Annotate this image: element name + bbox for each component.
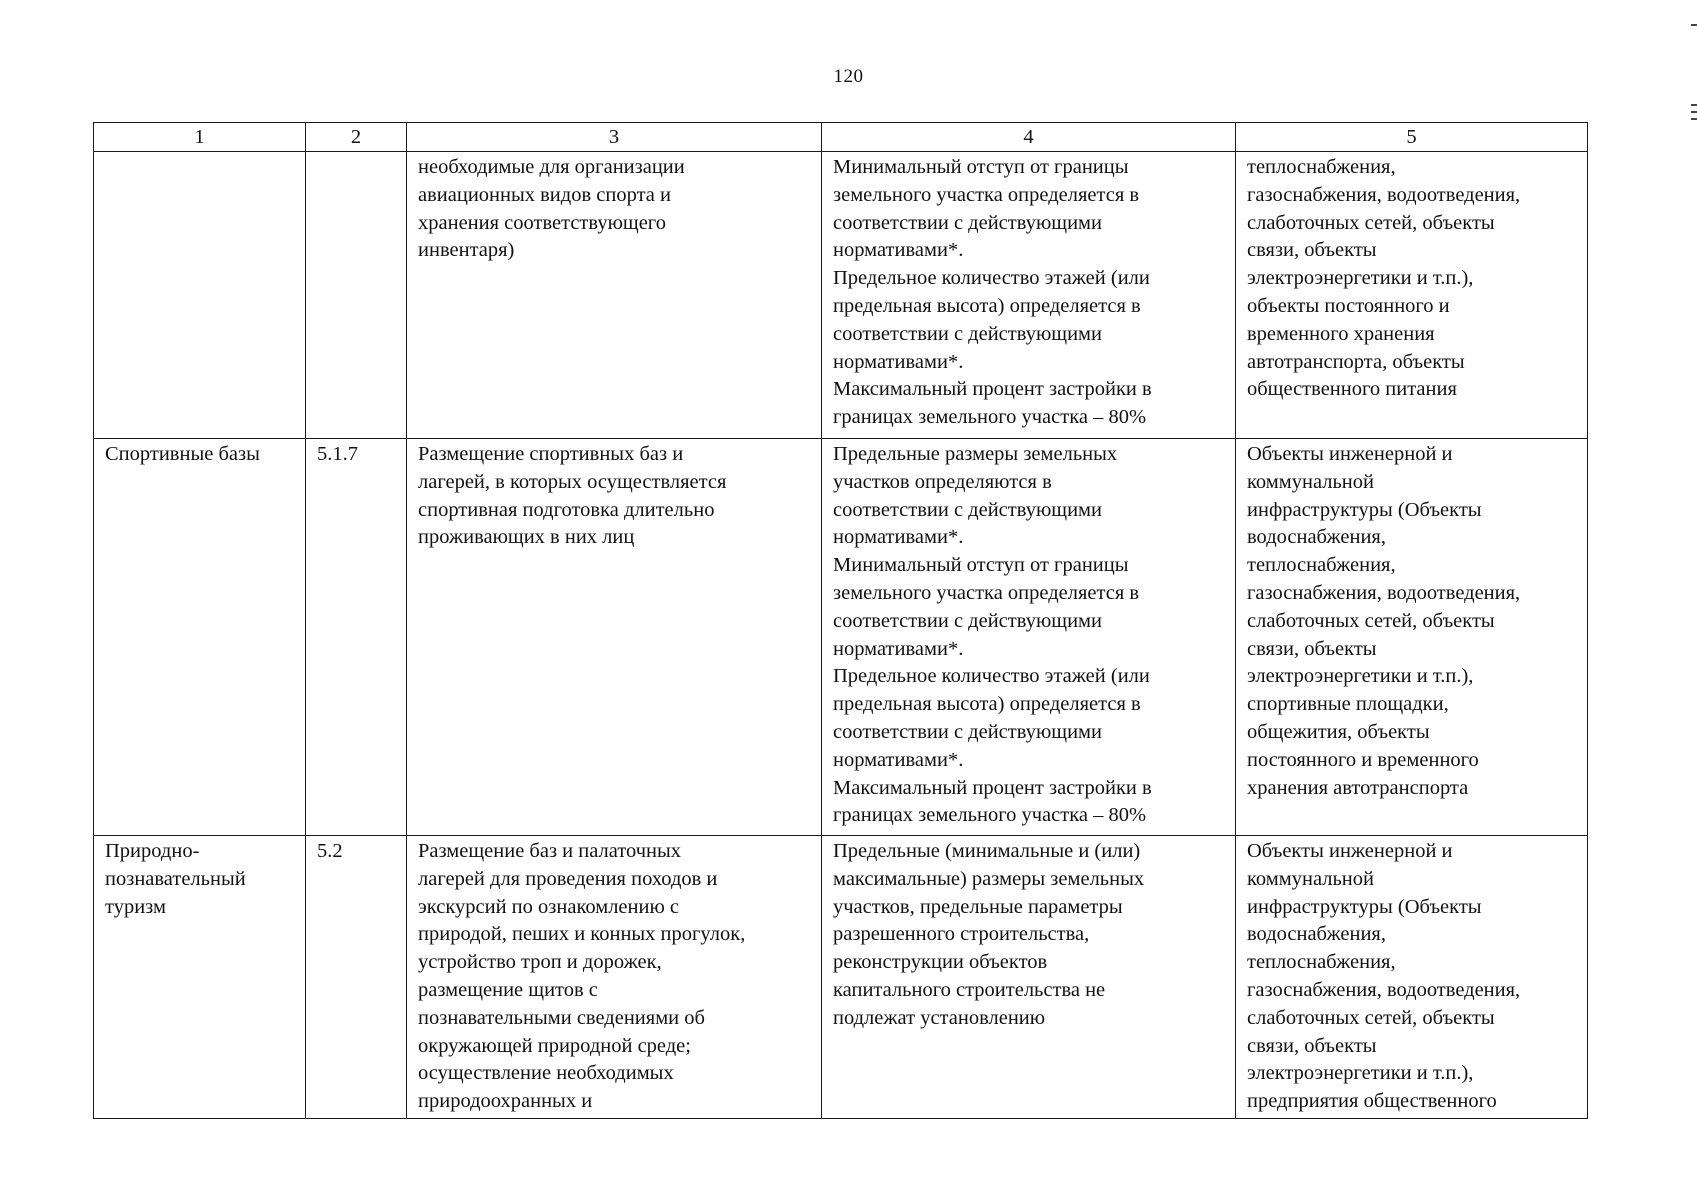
auxiliary-uses-cell: Объекты инженерной и коммунальной инфраструктуры (Объекты водоснабжения, теплоснабжения, газоснабжения, водоотведения, слаботочных сетей, объекты связи, объекты электроэнергетики и т.п.), спортивные площадки, общежития, объекты постоянного и временного хранения автотранспорта bbox=[1236, 439, 1588, 836]
parameters-cell: Предельные (минимальные и (или) максимальные) размеры земельных участков, предельные параметры разрешенного строительства, реконструкции объектов капитального строительства не подлежат установлению bbox=[822, 836, 1236, 1119]
column-header-5: 5 bbox=[1236, 123, 1588, 152]
use-name-cell: Природно- познавательный туризм bbox=[94, 836, 306, 1119]
table-row bbox=[94, 152, 1588, 439]
parameters-cell: Минимальный отступ от границы земельного участка определяется в соответствии с действующими нормативами*. Предельное количество этажей (или предельная высота) определяется в соответствии с действующими нормативами*. Максимальный процент застройки в границах земельного участка – 80% bbox=[822, 152, 1236, 439]
auxiliary-uses-cell: теплоснабжения, газоснабжения, водоотведения, слаботочных сетей, объекты связи, объекты электроэнергетики и т.п.), объекты постоянного и временного хранения автотранспорта, объекты общественного питания bbox=[1236, 152, 1588, 439]
use-description-cell: необходимые для организации авиационных видов спорта и хранения соответствующего инвентаря) bbox=[407, 152, 822, 439]
scan-edge-mark bbox=[1691, 118, 1697, 120]
use-description-cell: Размещение спортивных баз и лагерей, в которых осуществляется спортивная подготовка длительно проживающих в них лиц bbox=[407, 439, 822, 836]
scan-edge-mark bbox=[1691, 104, 1697, 106]
use-name-cell: Спортивные базы bbox=[94, 439, 306, 836]
use-code-cell: 5.2 bbox=[306, 836, 407, 1119]
column-header-4: 4 bbox=[822, 123, 1236, 152]
use-description-cell: Размещение баз и палаточных лагерей для проведения походов и экскурсий по ознакомлению с природой, пеших и конных прогулок, устройство троп и дорожек, размещение щитов с познавательными сведениями об окружающей природной среде; осуществление необходимых природоохранных и bbox=[407, 836, 822, 1119]
parameters-cell: Предельные размеры земельных участков определяются в соответствии с действующими нормативами*. Минимальный отступ от границы земельного участка определяется в соответствии с действующими нормативами*. Предельное количество этажей (или предельная высота) определяется в соответствии с действующими нормативами*. Максимальный процент застройки в границах земельного участка – 80% bbox=[822, 439, 1236, 836]
column-header-3: 3 bbox=[407, 123, 822, 152]
table-row bbox=[94, 836, 1588, 1119]
column-header-1: 1 bbox=[94, 123, 306, 152]
use-code-cell bbox=[306, 152, 407, 439]
scan-edge-mark bbox=[1691, 24, 1697, 26]
page-number: 120 bbox=[833, 66, 864, 87]
auxiliary-uses-cell: Объекты инженерной и коммунальной инфраструктуры (Объекты водоснабжения, теплоснабжения, газоснабжения, водоотведения, слаботочных сетей, объекты связи, объекты электроэнергетики и т.п.), предприятия общественного bbox=[1236, 836, 1588, 1119]
scan-edge-mark bbox=[1691, 111, 1697, 113]
column-header-2: 2 bbox=[306, 123, 407, 152]
use-code-cell: 5.1.7 bbox=[306, 439, 407, 836]
header-row bbox=[94, 123, 1588, 152]
land-use-table bbox=[93, 122, 1588, 1119]
use-name-cell bbox=[94, 152, 306, 439]
table-row bbox=[94, 439, 1588, 836]
